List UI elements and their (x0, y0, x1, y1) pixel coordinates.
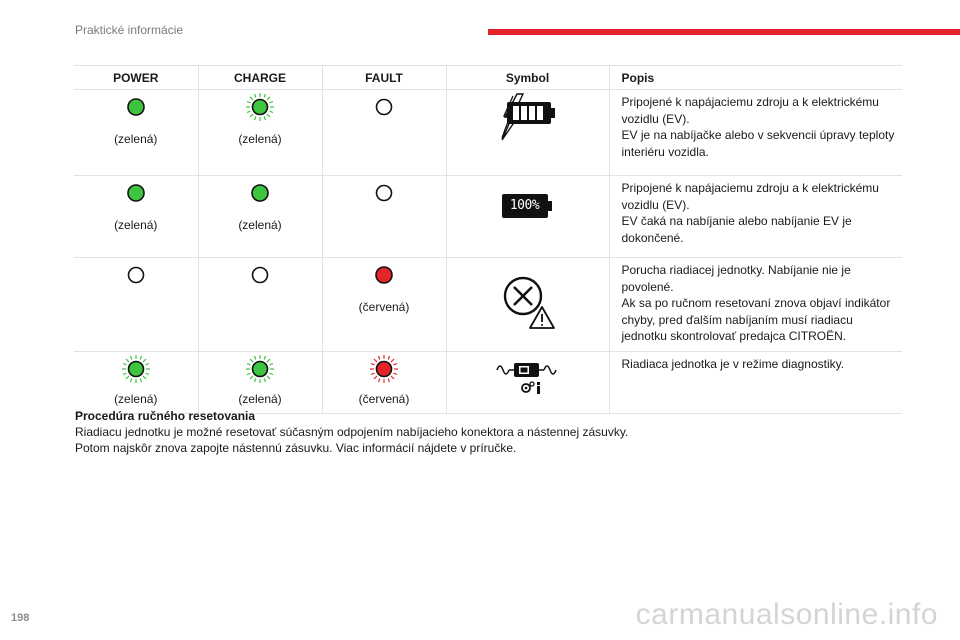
led-color-label: (zelená) (238, 391, 282, 406)
led-green-on-icon (74, 90, 198, 124)
led-color-label: (zelená) (238, 218, 282, 232)
led-color-label: (zelená) (114, 218, 158, 232)
header-accent-bar (488, 29, 960, 35)
page-header-title: Praktické informácie (75, 23, 184, 37)
column-header-symbol: Symbol (446, 66, 609, 90)
diagnostic-mode-icon (447, 360, 609, 396)
description-text: Porucha riadiacej jednotky. Nabíjanie nie je povolené. Ak sa po ručnom resetovaní znova objaví indikátor chyby, pred ďalším nabíjaním musí riadiacu jednotku skontrolovať predajca CITROËN. (621, 263, 891, 343)
section-paragraph: Riadiacu jednotku je možné resetovať súčasným odpojením nabíjacieho konektora a nástennej zásuvky. (75, 425, 629, 439)
watermark: carmanualsonline.info (635, 598, 938, 631)
fault-led-cell (322, 176, 446, 258)
battery-full-icon (502, 194, 554, 218)
power-led-cell (74, 258, 198, 352)
page-number: 198 (11, 612, 30, 624)
fault-led-cell (322, 351, 446, 413)
led-status-table (74, 65, 902, 414)
table-row (74, 258, 902, 352)
symbol-cell (446, 90, 609, 176)
table-header-row (74, 66, 902, 90)
symbol-cell (446, 351, 609, 413)
led-green-on-icon (199, 176, 322, 210)
description-cell (609, 176, 902, 258)
led-green-blinking-icon (74, 352, 198, 386)
power-led-cell (74, 351, 198, 413)
description-text: Pripojené k napájaciemu zdroju a k elektrickému vozidlu (EV). EV je na nabíjačke alebo v sekvencii úpravy teploty interiéru vozidla. (621, 95, 895, 159)
description-text: Riadiaca jednotka je v režime diagnostiky. (621, 356, 845, 371)
power-led-cell (74, 176, 198, 258)
column-header-fault: FAULT (322, 66, 446, 90)
charge-led-cell (198, 90, 322, 176)
led-green-blinking-icon (199, 352, 322, 386)
description-text: Pripojené k napájaciemu zdroju a k elektrickému vozidlu (EV). EV čaká na nabíjanie alebo nabíjanie EV je dokončené. (621, 181, 879, 245)
led-red-on-icon (323, 258, 446, 292)
column-header-power: POWER (74, 66, 198, 90)
led-green-blinking-icon (199, 90, 322, 124)
column-header-description: Popis (609, 66, 902, 90)
led-color-label: (zelená) (238, 132, 282, 146)
section-paragraph: Potom najskôr znova zapojte nástennú zásuvku. Viac informácií nájdete v príručke. (75, 441, 517, 455)
description-cell (609, 351, 902, 413)
led-color-label: (červená) (358, 300, 410, 314)
charge-led-cell (198, 351, 322, 413)
led-green-on-icon (74, 176, 198, 210)
led-off-icon (323, 176, 446, 210)
power-led-cell (74, 90, 198, 176)
charge-led-cell (198, 258, 322, 352)
table-row (74, 90, 902, 176)
column-header-charge: CHARGE (198, 66, 322, 90)
fault-led-cell (322, 258, 446, 352)
led-color-label: (zelená) (114, 391, 158, 406)
fault-led-cell (322, 90, 446, 176)
led-color-label: (červená) (358, 391, 410, 406)
table-row (74, 351, 902, 413)
led-off-icon (323, 90, 446, 124)
led-color-label: (zelená) (114, 132, 158, 146)
manual-reset-section (75, 408, 628, 456)
description-cell (609, 90, 902, 176)
battery-charging-icon (447, 90, 609, 144)
fault-warning-icon (447, 270, 609, 334)
led-red-blinking-icon (323, 352, 446, 386)
section-title: Procedúra ručného resetovania (75, 409, 256, 423)
charge-led-cell (198, 176, 322, 258)
battery-percent-text: 100% (509, 198, 540, 213)
description-cell (609, 258, 902, 352)
symbol-cell (446, 258, 609, 352)
led-off-icon (199, 258, 322, 292)
table-row (74, 176, 902, 258)
symbol-cell (446, 176, 609, 258)
led-off-icon (74, 258, 198, 292)
